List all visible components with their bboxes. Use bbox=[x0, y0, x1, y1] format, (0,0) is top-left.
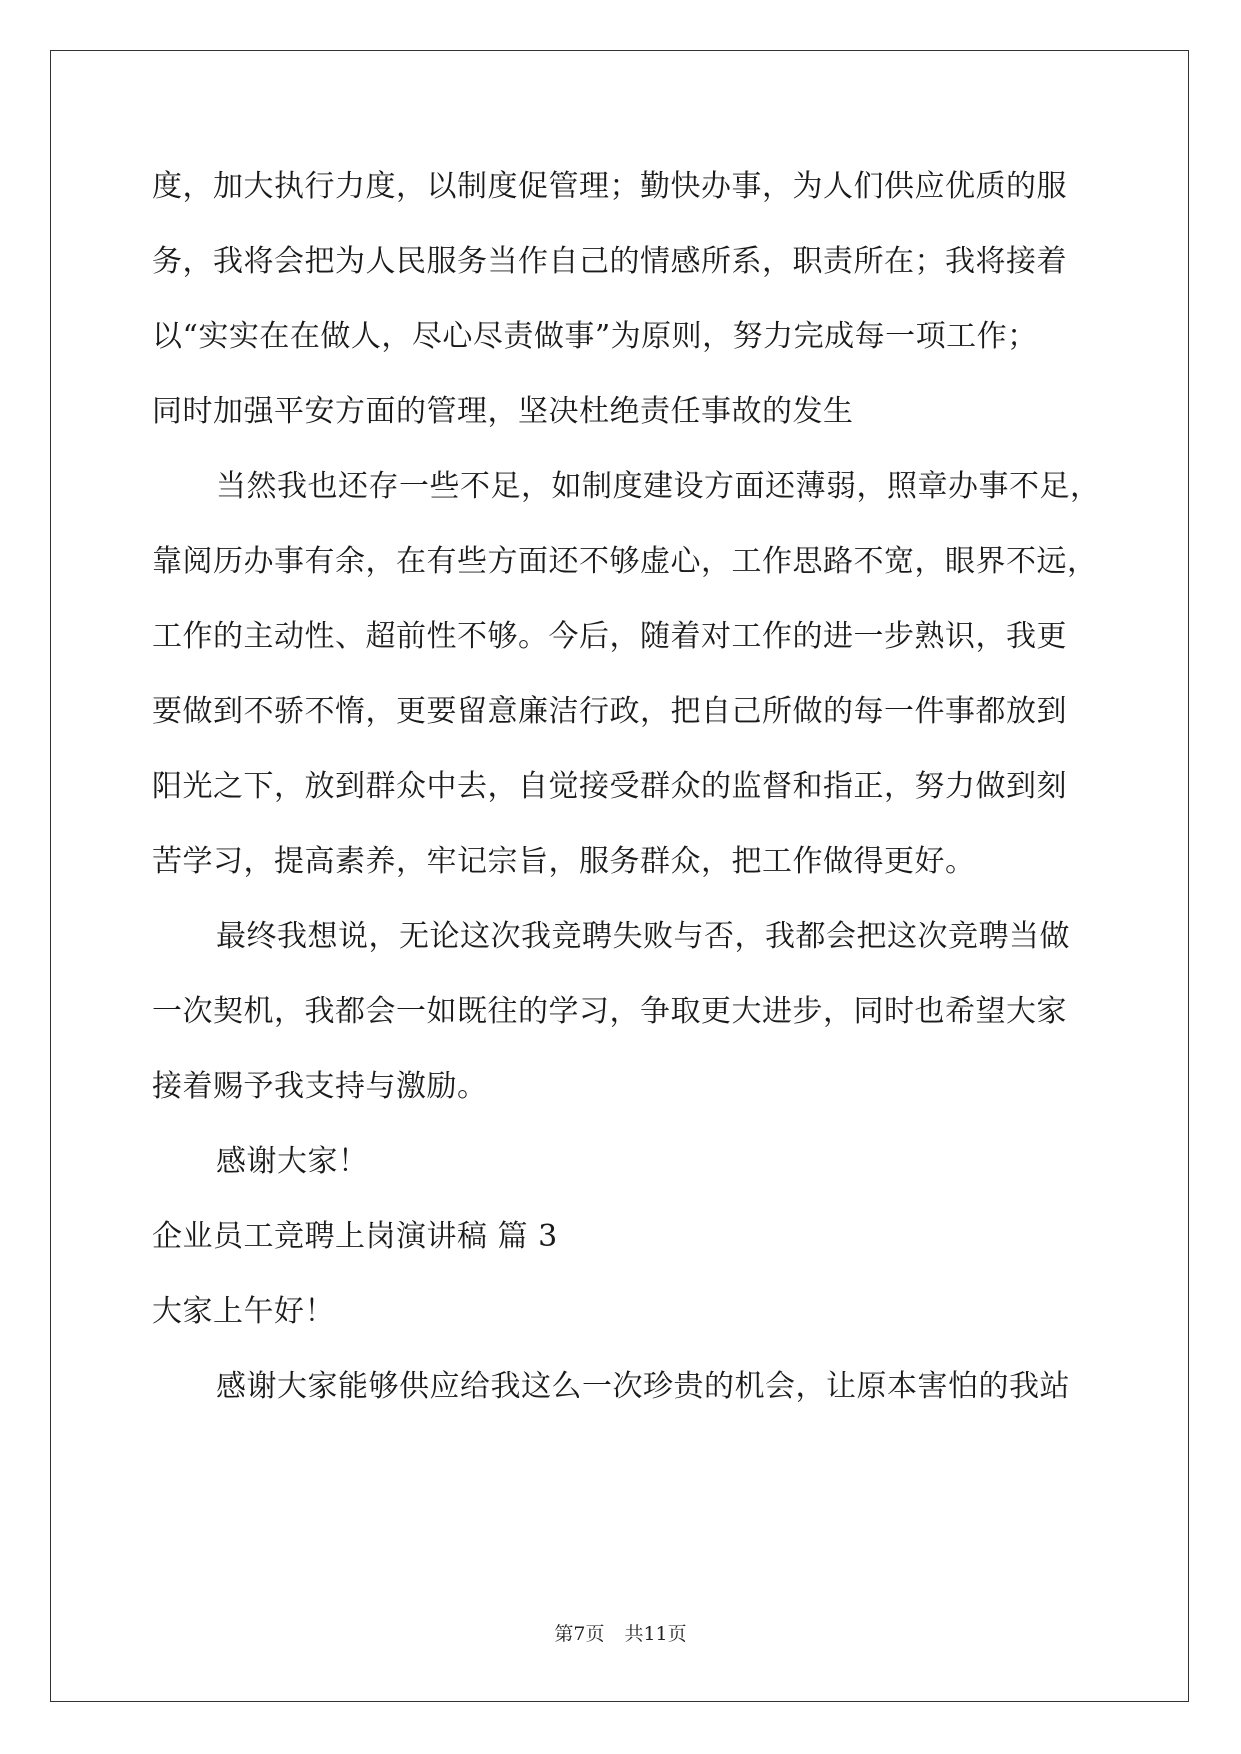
text-line: 靠阅历办事有余，在有些方面还不够虚心，工作思路不宽，眼界不远， bbox=[152, 544, 1098, 579]
page-number: 第7页 bbox=[554, 1623, 605, 1645]
text-line: 阳光之下，放到群众中去，自觉接受群众的监督和指正，努力做到刻 bbox=[152, 769, 1067, 804]
text-line: 感谢大家！ bbox=[216, 1144, 369, 1179]
text-line: 一次契机，我都会一如既往的学习，争取更大进步，同时也希望大家 bbox=[152, 994, 1067, 1029]
text-line: 接着赐予我支持与激励。 bbox=[152, 1069, 488, 1104]
text-line: 度，加大执行力度，以制度促管理；勤快办事，为人们供应优质的服 bbox=[152, 169, 1067, 204]
text-line: 苦学习，提高素养，牢记宗旨，服务群众，把工作做得更好。 bbox=[152, 844, 976, 879]
page-footer bbox=[0, 1622, 1241, 1646]
document-body bbox=[152, 168, 1102, 1443]
greeting-line: 大家上午好！ bbox=[152, 1294, 335, 1329]
text-line: 务，我将会把为人民服务当作自己的情感所系，职责所在；我将接着 bbox=[152, 244, 1067, 279]
text-line: 同时加强平安方面的管理，坚决杜绝责任事故的发生 bbox=[152, 394, 854, 429]
text-line: 要做到不骄不惰，更要留意廉洁行政，把自己所做的每一件事都放到 bbox=[152, 694, 1067, 729]
text-line: 最终我想说，无论这次我竞聘失败与否，我都会把这次竞聘当做 bbox=[216, 919, 1070, 954]
text-line: 以“实实在在做人，尽心尽责做事”为原则，努力完成每一项工作； bbox=[152, 319, 1038, 354]
section-heading: 企业员工竞聘上岗演讲稿 篇 3 bbox=[152, 1219, 558, 1254]
text-line: 工作的主动性、超前性不够。今后，随着对工作的进一步熟识，我更 bbox=[152, 619, 1067, 654]
page-total: 共11页 bbox=[624, 1623, 687, 1645]
text-line: 感谢大家能够供应给我这么一次珍贵的机会，让原本害怕的我站 bbox=[216, 1369, 1070, 1404]
text-line: 当然我也还存一些不足，如制度建设方面还薄弱，照章办事不足， bbox=[216, 469, 1101, 504]
